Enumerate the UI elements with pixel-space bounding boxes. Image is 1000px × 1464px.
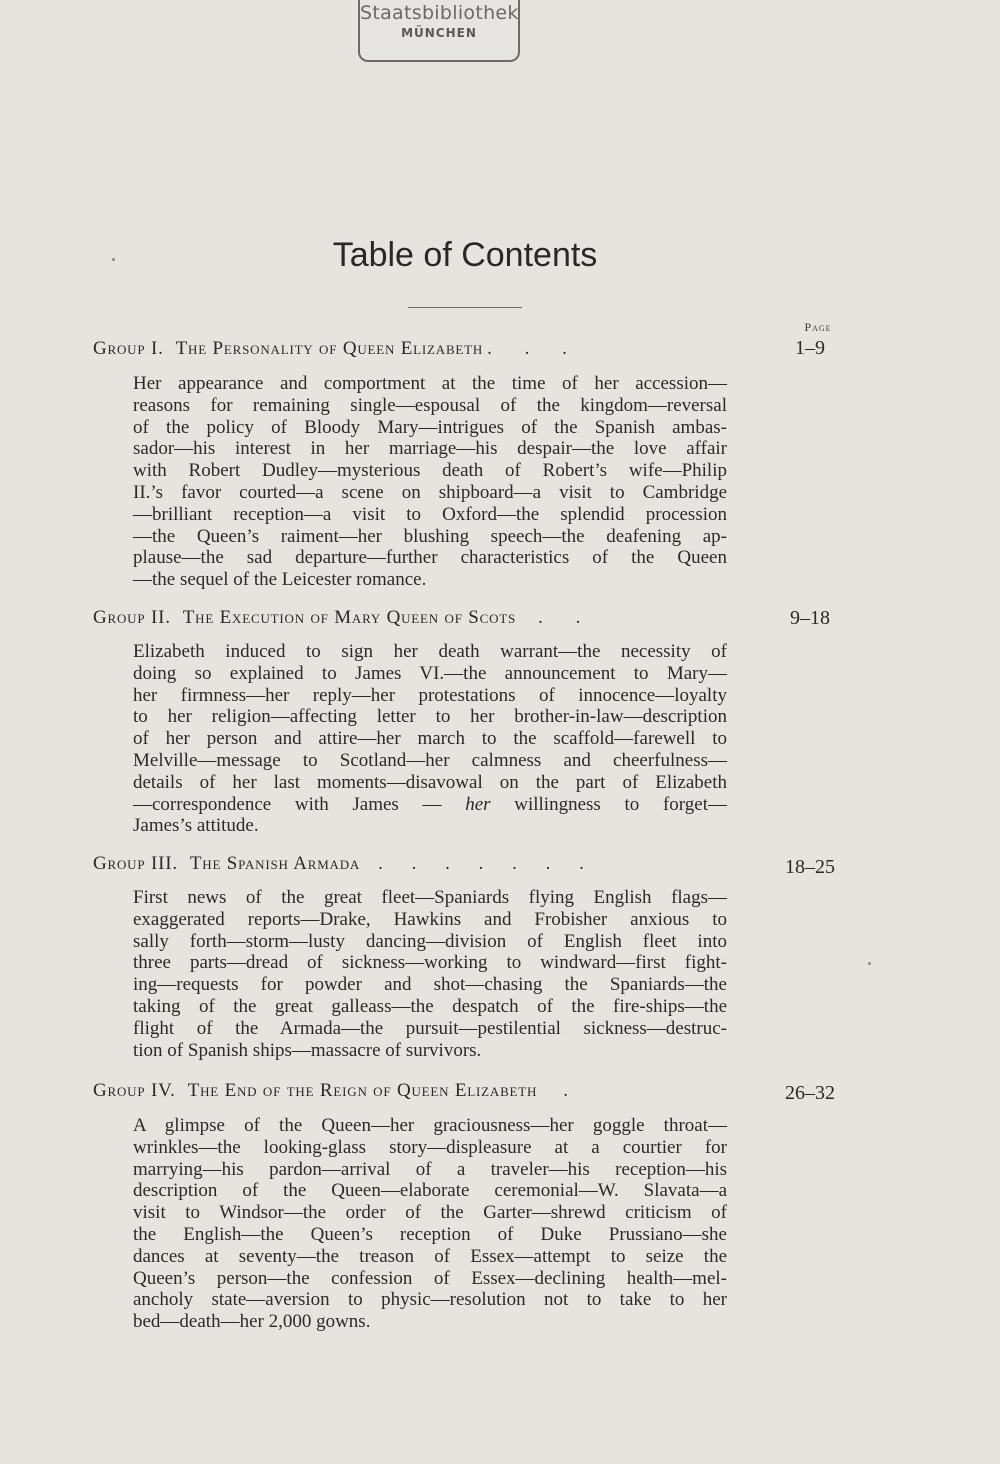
stamp-city: MÜNCHEN — [401, 26, 477, 40]
description-line: Elizabeth induced to sign her death warrant—the necessity of — [133, 641, 727, 662]
group-1-pages: 1–9 — [795, 337, 825, 359]
group-2-pages: 9–18 — [790, 607, 830, 629]
paper-speck — [112, 258, 115, 261]
group-title: The Spanish Armada — [189, 853, 361, 874]
group-1-description — [133, 373, 727, 591]
group-3-pages: 18–25 — [785, 856, 835, 878]
group-4-pages: 26–32 — [785, 1082, 835, 1104]
group-number: Group IV. — [93, 1080, 176, 1101]
group-2-description — [133, 641, 727, 837]
description-line: flight of the Armada—the pursuit—pestilential sickness—destruc- — [133, 1017, 727, 1039]
description-line: sally forth—storm—lusty dancing—division of English fleet into — [133, 930, 727, 952]
group-title: The End of the Reign of Queen Elizabeth — [187, 1080, 538, 1101]
description-line: to her religion—affecting letter to her brother-in-law—description — [133, 706, 727, 728]
leader-dots: . . . — [487, 338, 581, 359]
description-line: three parts—dread of sickness—working to windward—first fight- — [133, 952, 727, 974]
description-line: II.’s favor courted—a scene on shipboard—a visit to Cambridge — [133, 481, 727, 503]
group-3-heading — [93, 853, 743, 875]
leader-dots: . — [563, 1080, 582, 1101]
description-line: taking of the great galleass—the despatch of the fire-ships—the — [133, 995, 727, 1017]
description-line: with Robert Dudley—mysterious death of Robert’s wife—Philip — [133, 460, 727, 482]
group-3-description — [133, 887, 727, 1061]
description-line: —the sequel of the Leicester romance. — [133, 569, 427, 591]
page-column-label: Page — [804, 320, 832, 334]
library-stamp — [358, 0, 520, 62]
description-line: ing—requests for powder and shot—chasing the Spaniards—the — [133, 974, 727, 996]
paper-speck — [868, 962, 871, 965]
description-line: A glimpse of the Queen—her graciousness—her goggle throat— — [133, 1115, 727, 1136]
leader-dots: . . — [538, 607, 595, 628]
description-line: doing so explained to James VI.—the announcement to Mary— — [133, 662, 727, 684]
description-line: Queen’s person—the confession of Essex—declining health—mel- — [133, 1267, 727, 1289]
leader-dots: . . . . . . . — [378, 853, 596, 874]
description-line: reasons for remaining single—espousal of the kingdom—reversal — [133, 394, 727, 416]
group-4-description — [133, 1115, 727, 1333]
description-line: her firmness—her reply—her protestations of innocence—loyalty — [133, 684, 727, 706]
description-line: —brilliant reception—a visit to Oxford—the splendid procession — [133, 503, 727, 525]
group-number: Group I. — [93, 338, 164, 359]
description-line: exaggerated reports—Drake, Hawkins and Frobisher anxious to — [133, 908, 727, 930]
description-line: visit to Windsor—the order of the Garter—shrewd criticism of — [133, 1202, 727, 1224]
group-1-heading — [93, 338, 743, 360]
description-line — [133, 794, 727, 816]
description-line: dances at seventy—the treason of Essex—attempt to seize the — [133, 1245, 727, 1267]
description-line: wrinkles—the looking-glass story—displeasure at a courtier for — [133, 1136, 727, 1158]
description-line: ancholy state—aversion to physic—resolution not to take to her — [133, 1289, 727, 1311]
description-line: marrying—his pardon—arrival of a traveler—his reception—his — [133, 1158, 727, 1180]
description-line: the English—the Queen’s reception of Duke Prussiano—she — [133, 1223, 727, 1245]
group-number: Group II. — [93, 607, 171, 628]
italic-word: her — [465, 793, 491, 815]
description-line: tion of Spanish ships—massacre of survivors. — [133, 1039, 482, 1061]
group-number: Group III. — [93, 853, 178, 874]
description-line: James’s attitude. — [133, 815, 259, 837]
description-line: —the Queen’s raiment—her blushing speech—the deafening ap- — [133, 525, 727, 547]
description-line: sador—his interest in her marriage—his despair—the love affair — [133, 438, 727, 460]
line-segment: willingness to forget— — [514, 793, 728, 815]
description-line: bed—death—her 2,000 gowns. — [133, 1311, 371, 1333]
description-line: First news of the great fleet—Spaniards flying English flags— — [133, 887, 727, 908]
description-line: plause—the sad departure—further characteristics of the Queen — [133, 547, 727, 569]
description-line: details of her last moments—disavowal on the part of Elizabeth — [133, 771, 727, 793]
stamp-library-name: Staatsbibliothek — [360, 2, 519, 24]
line-segment: —correspondence with James — — [133, 793, 442, 815]
description-line: Melville—message to Scotland—her calmness and cheerfulness— — [133, 749, 727, 771]
title-rule — [408, 307, 522, 308]
group-title: The Personality of Queen Elizabeth — [175, 338, 484, 359]
group-title: The Execution of Mary Queen of Scots — [182, 607, 517, 628]
group-4-heading — [93, 1080, 743, 1102]
page-title: Table of Contents — [332, 236, 598, 274]
description-line: of her person and attire—her march to the scaffold—farewell to — [133, 728, 727, 750]
description-line: description of the Queen—elaborate ceremonial—W. Slavata—a — [133, 1180, 727, 1202]
description-line: of the policy of Bloody Mary—intrigues of the Spanish ambas- — [133, 416, 727, 438]
group-2-heading — [93, 607, 743, 629]
description-line: Her appearance and comportment at the time of her accession— — [133, 373, 727, 394]
